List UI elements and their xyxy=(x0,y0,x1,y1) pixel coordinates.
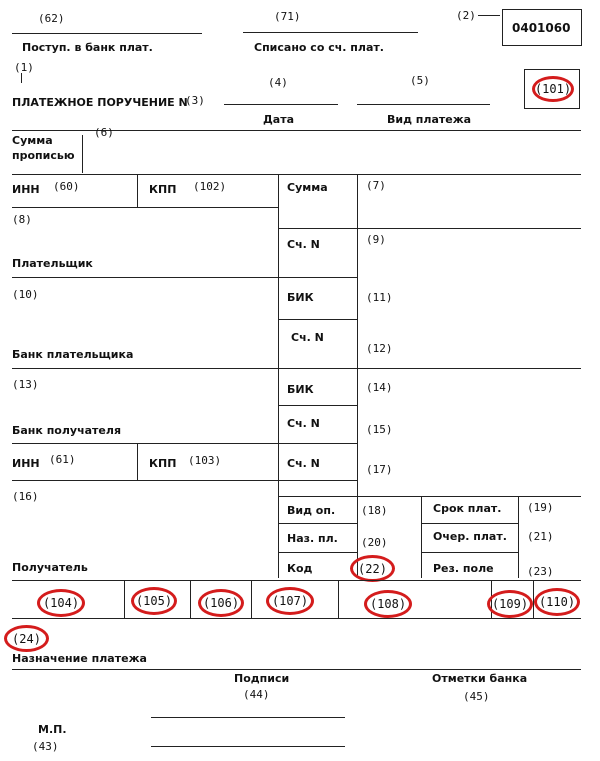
date-line xyxy=(224,104,338,105)
field-13: (13) xyxy=(12,378,39,391)
field-106-circle xyxy=(198,589,244,617)
debited-line xyxy=(243,32,418,33)
payer-inn-label: ИНН xyxy=(12,183,40,196)
order-title: ПЛАТЕЖНОЕ ПОРУЧЕНИЕ N xyxy=(12,96,188,109)
field-110: (110) xyxy=(538,595,576,609)
field-105: (105) xyxy=(135,594,173,608)
payer-account-label: Сч. N xyxy=(287,238,320,251)
field-21: (21) xyxy=(527,530,554,543)
field-17: (17) xyxy=(366,463,393,476)
payer-bank-bik-label: БИК xyxy=(287,291,314,304)
field-101-circle xyxy=(532,76,574,102)
payer-bank-label: Банк плательщика xyxy=(12,348,134,361)
field-109-circle xyxy=(487,590,533,618)
field-7: (7) xyxy=(366,179,386,192)
payer-kpp-label: КПП xyxy=(149,183,177,196)
purpose-bottom-line xyxy=(12,669,581,670)
payment-priority-label: Очер. плат. xyxy=(433,530,507,543)
field-6: (6) xyxy=(94,126,114,139)
field-108-circle xyxy=(364,590,412,618)
grid-line xyxy=(278,405,357,406)
grid-line xyxy=(421,496,422,578)
payment-purpose-code-label: Наз. пл. xyxy=(287,532,338,545)
field-107: (107) xyxy=(271,594,309,608)
field-110-circle xyxy=(534,588,580,616)
payer-bank-account-label: Сч. N xyxy=(291,331,324,344)
grid-line xyxy=(278,523,357,524)
operation-type-label: Вид оп. xyxy=(287,504,336,517)
grid-line xyxy=(12,480,357,481)
field-102: (102) xyxy=(193,180,227,193)
payee-account-label: Сч. N xyxy=(287,457,320,470)
tax-divider xyxy=(338,580,339,618)
field-45: (45) xyxy=(463,690,490,703)
field-2: (2) xyxy=(456,9,476,22)
grid-line xyxy=(12,277,357,278)
tax-divider xyxy=(251,580,252,618)
field-101: (101) xyxy=(534,82,572,96)
field-60: (60) xyxy=(53,180,80,193)
field-3: (3) xyxy=(185,94,205,107)
field-8: (8) xyxy=(12,213,32,226)
field-9: (9) xyxy=(366,233,386,246)
payee-kpp-label: КПП xyxy=(149,457,177,470)
field-104: (104) xyxy=(42,596,80,610)
sum-words-label-1: Сумма xyxy=(12,134,53,147)
field-107-circle xyxy=(266,587,314,615)
grid-line xyxy=(12,368,581,369)
tax-divider xyxy=(190,580,191,618)
field-16: (16) xyxy=(12,490,39,503)
code-label: Код xyxy=(287,562,313,575)
grid-line xyxy=(278,552,357,553)
field-105-circle xyxy=(131,587,177,615)
tax-row-top xyxy=(12,580,581,581)
grid-line xyxy=(137,443,138,480)
sum-label: Сумма xyxy=(287,181,328,194)
field-43: (43) xyxy=(32,740,59,753)
field-24-circle xyxy=(4,625,49,652)
bank-marks-label: Отметки банка xyxy=(432,672,528,685)
field-20: (20) xyxy=(361,536,388,549)
field-109: (109) xyxy=(491,597,529,611)
payment-purpose-label: Назначение платежа xyxy=(12,652,147,665)
payee-bank-label: Банк получателя xyxy=(12,424,122,437)
field-61: (61) xyxy=(49,453,76,466)
grid-line xyxy=(12,443,357,444)
payee-bank-bik-label: БИК xyxy=(287,383,314,396)
payee-inn-label: ИНН xyxy=(12,457,40,470)
payee-label: Получатель xyxy=(12,561,88,574)
field-14: (14) xyxy=(366,381,393,394)
date-label: Дата xyxy=(263,113,295,126)
grid-line xyxy=(421,523,518,524)
grid-line xyxy=(12,174,581,175)
grid-vertical-right xyxy=(357,174,358,578)
reserve-field-label: Рез. поле xyxy=(433,562,494,575)
sum-words-divider xyxy=(82,135,83,173)
field-18: (18) xyxy=(361,504,388,517)
tax-row-bottom xyxy=(12,618,581,619)
field-108: (108) xyxy=(369,597,407,611)
field-11: (11) xyxy=(366,291,393,304)
field-5: (5) xyxy=(410,74,430,87)
field-19: (19) xyxy=(527,501,554,514)
signature-line-1 xyxy=(151,717,345,718)
payment-type-label: Вид платежа xyxy=(387,113,472,126)
field-24: (24) xyxy=(12,631,41,646)
field-10: (10) xyxy=(12,288,39,301)
field-71: (71) xyxy=(274,10,301,23)
grid-line xyxy=(12,207,278,208)
payer-label: Плательщик xyxy=(12,257,93,270)
grid-line xyxy=(421,552,518,553)
grid-line xyxy=(278,228,581,229)
debited-label: Списано со сч. плат. xyxy=(254,41,384,54)
form-code: 0401060 xyxy=(512,21,571,35)
field-15: (15) xyxy=(366,423,393,436)
tax-divider xyxy=(124,580,125,618)
grid-line xyxy=(137,174,138,207)
grid-line xyxy=(518,496,519,578)
field-104-circle xyxy=(37,589,85,617)
field-4: (4) xyxy=(268,76,288,89)
payment-term-label: Срок плат. xyxy=(433,502,502,515)
field-103: (103) xyxy=(188,454,222,467)
payee-bank-account-label: Сч. N xyxy=(287,417,320,430)
field-44: (44) xyxy=(243,688,270,701)
field-1: (1) xyxy=(14,61,34,74)
field-62: (62) xyxy=(38,12,65,25)
received-label: Поступ. в банк плат. xyxy=(22,41,153,54)
field-1-leader xyxy=(21,73,22,83)
field-23: (23) xyxy=(527,565,554,578)
field-106: (106) xyxy=(202,596,240,610)
field-22: (22) xyxy=(358,561,387,576)
stamp-label: М.П. xyxy=(38,723,67,736)
signatures-label: Подписи xyxy=(234,672,290,685)
grid-line xyxy=(278,319,357,320)
field-22-circle xyxy=(350,555,395,582)
field-12: (12) xyxy=(366,342,393,355)
grid-vertical-left xyxy=(278,174,279,578)
grid-line xyxy=(278,496,581,497)
payment-type-line xyxy=(357,104,490,105)
signature-line-2 xyxy=(151,746,345,747)
sum-words-label-2: прописью xyxy=(12,149,75,162)
received-line xyxy=(12,33,202,34)
form-code-leader xyxy=(478,15,500,16)
